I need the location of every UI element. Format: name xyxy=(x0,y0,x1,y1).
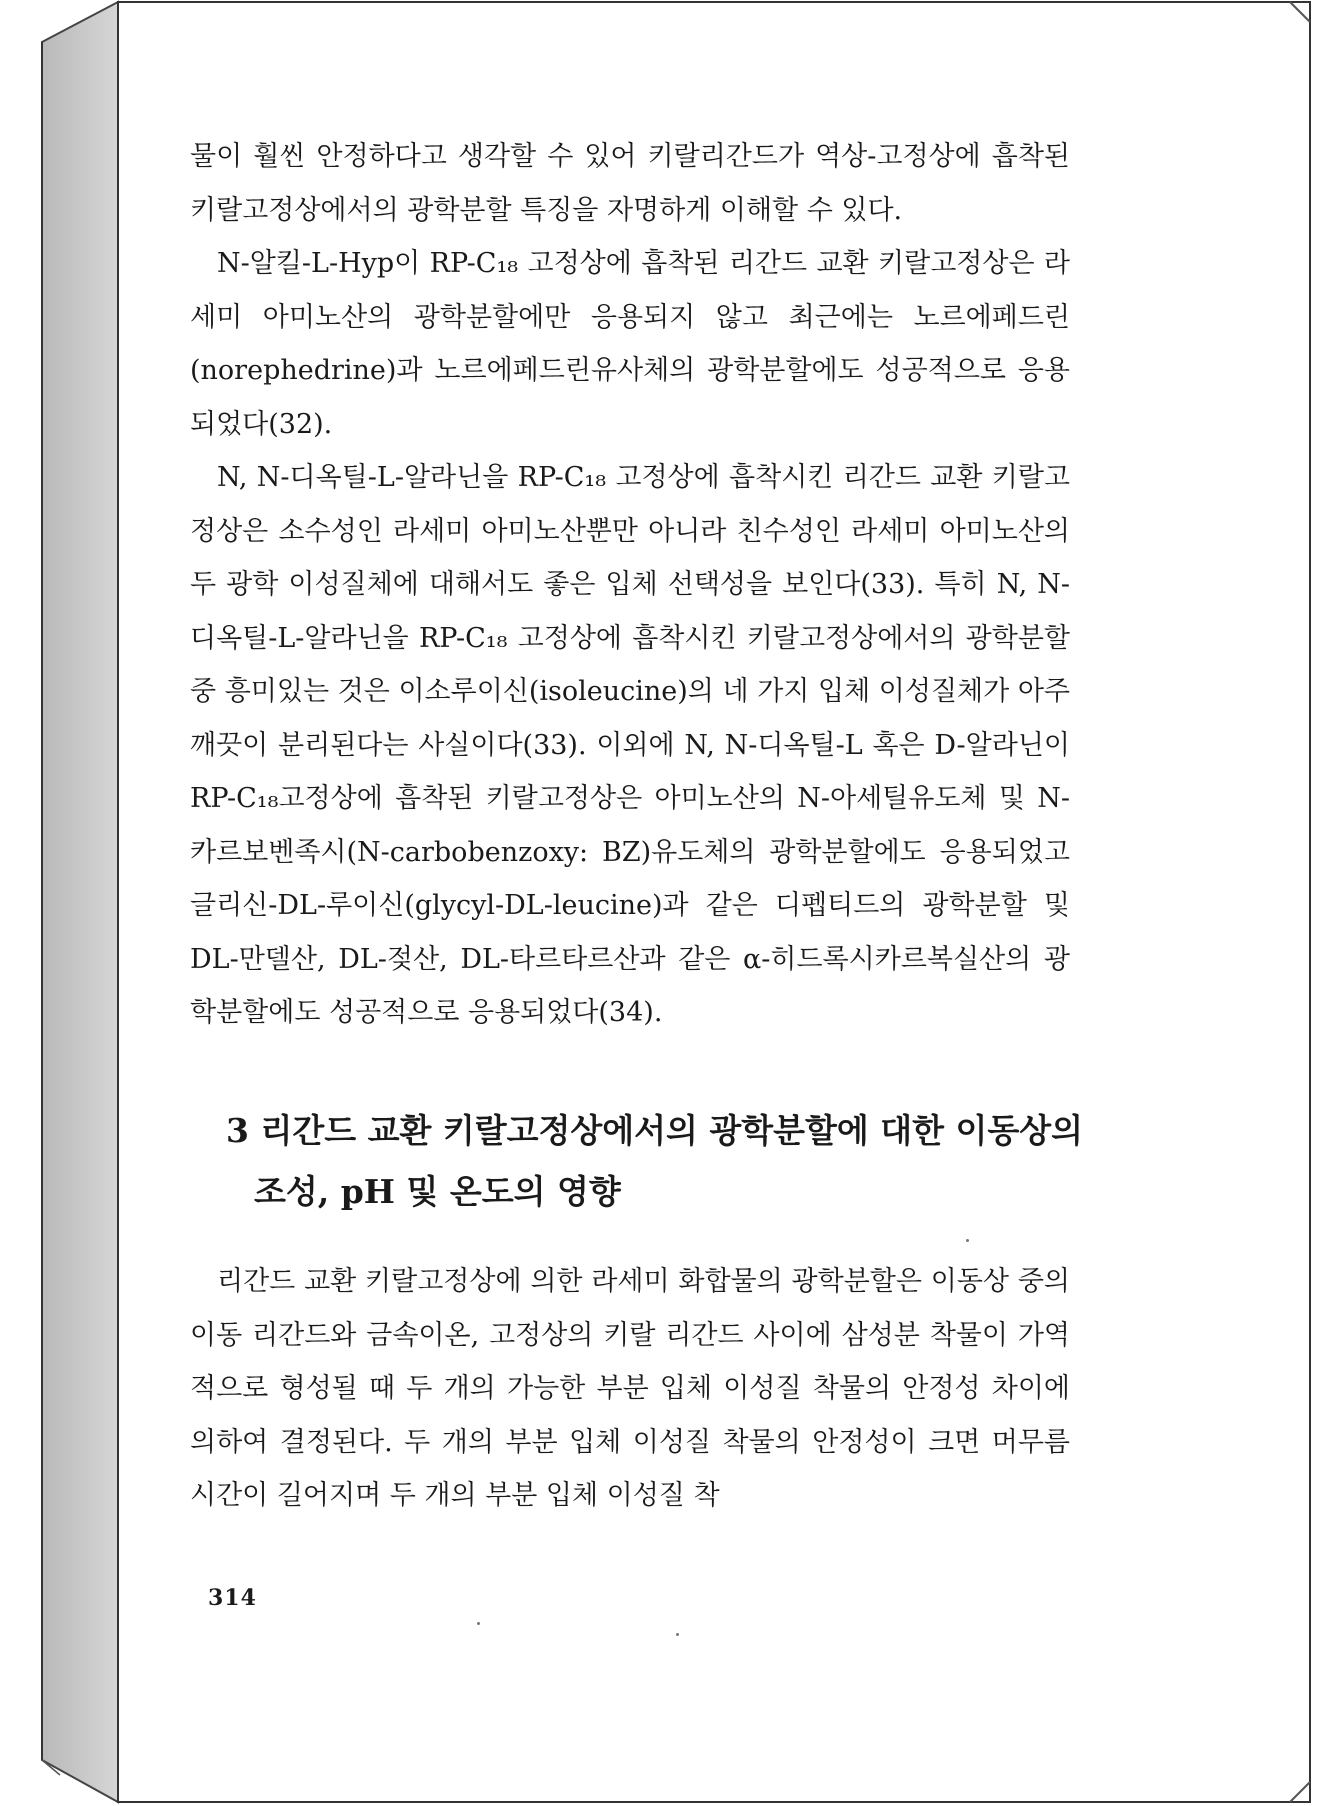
page-number: 314 xyxy=(208,1585,257,1611)
section-body xyxy=(190,1255,1070,1523)
body-text xyxy=(190,130,1070,1040)
paragraph-1: 물이 훨씬 안정하다고 생각할 수 있어 키랄리간드가 역상-고정상에 흡착된 키랄고정상에서의 광학분할 특징을 자명하게 이해할 수 있다. xyxy=(190,141,1070,226)
paragraph-2: N-알킬-L-Hyp이 RP-C₁₈ 고정상에 흡착된 리간드 교환 키랄고정상은 라세미 아미노산의 광학분할에만 응용되지 않고 최근에는 노르에페드린(norephedrine)과 노르에페드린유사체의 광학분할에도 성공적으로 응용되었다(32). xyxy=(190,248,1070,440)
section-heading: 3 리간드 교환 키랄고정상에서의 광학분할에 대한 이동상의 조성, pH 및 온도의 영향 xyxy=(226,1111,1083,1211)
section-paragraph: 리간드 교환 키랄고정상에 의한 라세미 화합물의 광학분할은 이동상 중의 이동 리간드와 금속이온, 고정상의 키랄 리간드 사이에 삼성분 착물이 가역적으로 형성될 때 두 개의 가능한 부분 입체 이성질 착물의 안정성 차이에 의하여 결정된다. 두 개의 부분 입체 이성질 착물의 안정성이 크면 머무름 시간이 길어지며 두 개의 부분 입체 이성질 착 xyxy=(190,1266,1070,1511)
scan-speck xyxy=(676,1633,679,1636)
scan-speck xyxy=(477,1622,480,1625)
scan-speck xyxy=(966,1239,969,1242)
paragraph-3: N, N-디옥틸-L-알라닌을 RP-C₁₈ 고정상에 흡착시킨 리간드 교환 키랄고정상은 소수성인 라세미 아미노산뿐만 아니라 친수성인 라세미 아미노산의 두 광학 이성질체에 대해서도 좋은 입체 선택성을 보인다(33). 특히 N, N-디옥틸-L-알라닌을 RP-C₁₈ 고정상에 흡착시킨 키랄고정상에서의 광학분할 중 흥미있는 것은 이소루이신(isoleucine)의 네 가지 입체 이성질체가 아주 깨끗이 분리된다는 사실이다(33). 이외에 N, N-디옥틸-L 혹은 D-알라닌이 RP-C₁₈고정상에 흡착된 키랄고정상은 아미노산의 N-아세틸유도체 및 N-카르보벤족시(N-carbobenzoxy: BZ)유도체의 광학분할에도 응용되었고 글리신-DL-루이신(glycyl-DL-leucine)과 같은 디펩티드의 광학분할 및 DL-만델산, DL-젖산, DL-타르타르산과 같은 α-히드록시카르복실산의 광학분할에도 성공적으로 응용되었다(34). xyxy=(190,462,1070,1028)
